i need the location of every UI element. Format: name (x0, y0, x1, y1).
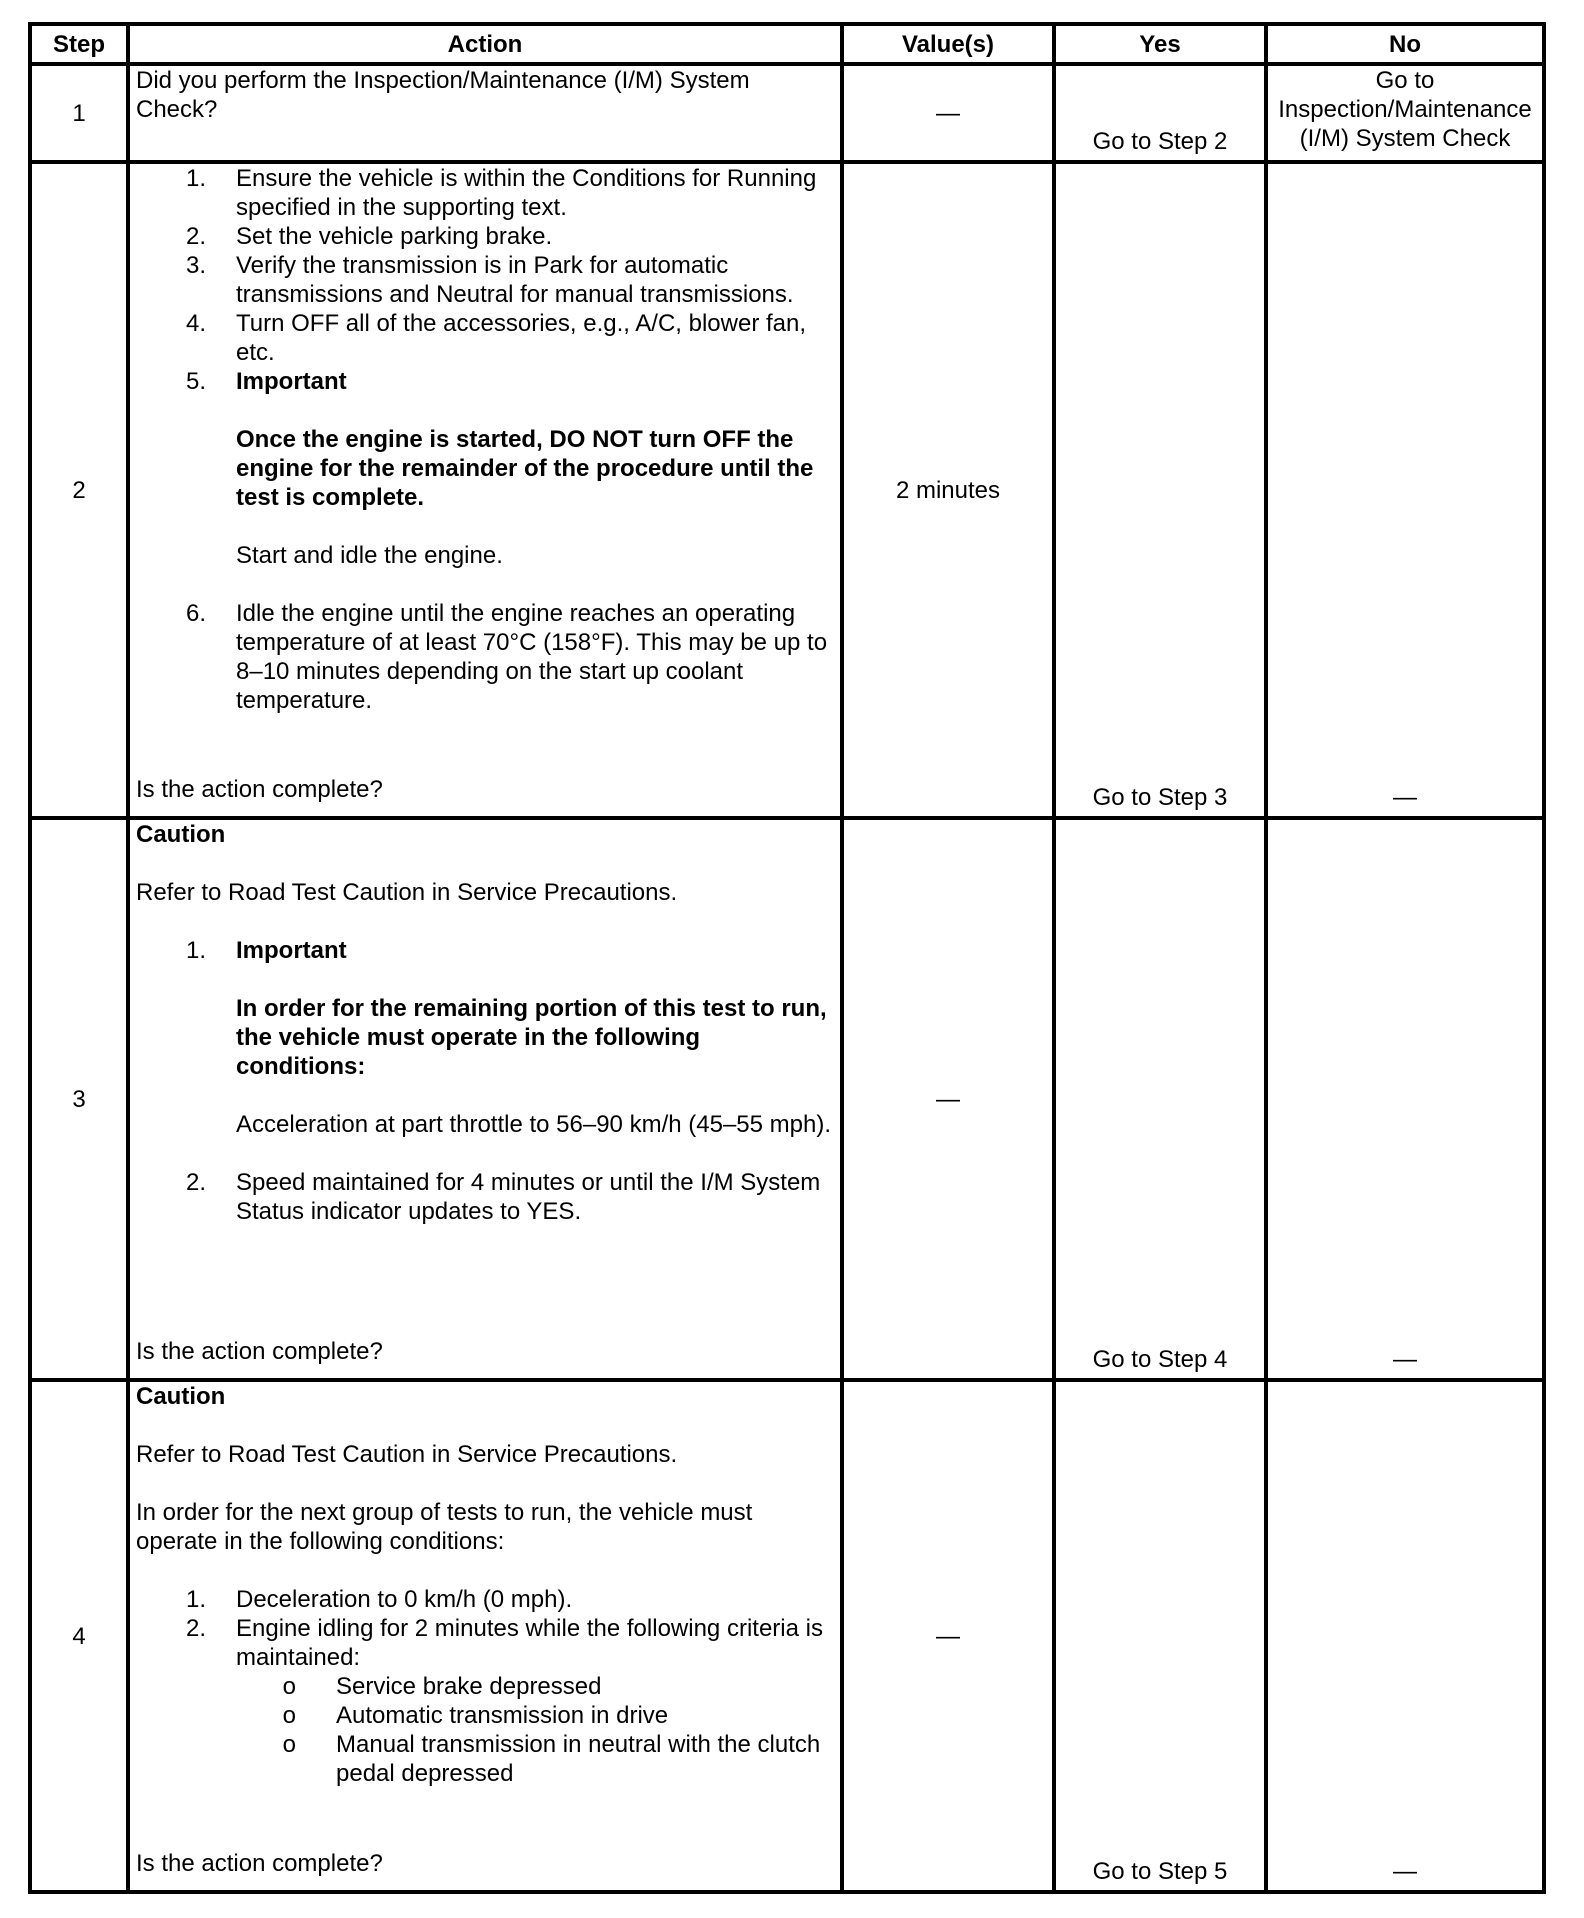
list-item: 2. Speed maintained for 4 minutes or until the I/M System Status indicator updates to YES. (185, 1169, 821, 1225)
important-note: Once the engine is started, DO NOT turn OFF the engine for the remainder of the procedure until the test is complete. (236, 426, 814, 511)
list-item: 1. Deceleration to 0 km/h (0 mph). (185, 1586, 573, 1613)
value-cell: — (842, 64, 1054, 162)
caution-text: Refer to Road Test Caution in Service Precautions. (136, 1441, 678, 1468)
diagnostic-table (28, 22, 1546, 1894)
action-cell (128, 1380, 842, 1892)
no-cell: — (1266, 162, 1544, 818)
list-item: 6. Idle the engine until the engine reaches an operating temperature of at least 70°C (158°F). This may be up to 8–10 minutes depending on the start up coolant temperature. (185, 600, 828, 714)
list-item: 5. Important (185, 368, 347, 395)
action-question: Is the action complete? (136, 1850, 383, 1877)
header-yes: Yes (1054, 24, 1266, 64)
value-cell: 2 minutes (842, 162, 1054, 818)
no-cell: — (1266, 818, 1544, 1380)
table-row (30, 818, 1544, 1380)
value-cell: — (842, 818, 1054, 1380)
bullet-icon: o (282, 1731, 296, 1758)
no-cell: — (1266, 1380, 1544, 1892)
list-item: 1. Ensure the vehicle is within the Conditions for Running specified in the supporting text. (185, 165, 817, 221)
bullet-icon: o (282, 1673, 296, 1700)
step-text: Acceleration at part throttle to 56–90 km/h (45–55 mph). (236, 1111, 831, 1138)
header-no: No (1266, 24, 1544, 64)
list-item: 2. Engine idling for 2 minutes while the following criteria is maintained: (185, 1615, 823, 1671)
caution-text: Refer to Road Test Caution in Service Precautions. (136, 879, 678, 906)
table-row (30, 1380, 1544, 1892)
header-action: Action (128, 24, 842, 64)
step-number: 1 (30, 64, 128, 162)
step-text: Start and idle the engine. (236, 542, 503, 569)
yes-cell: Go to Step 3 (1054, 162, 1266, 818)
action-cell (128, 162, 842, 818)
caution-heading: Caution (136, 1383, 226, 1410)
caution-heading: Caution (136, 821, 226, 848)
no-cell: Go to Inspection/Maintenance (I/M) System Check (1266, 64, 1544, 162)
sub-list-item: o Service brake depressed (136, 1672, 834, 1701)
action-question: Did you perform the Inspection/Maintenance (I/M) System Check? (136, 67, 750, 123)
list-item: 4. Turn OFF all of the accessories, e.g., A/C, blower fan, etc. (185, 310, 807, 366)
step-number: 3 (30, 818, 128, 1380)
table-row (30, 162, 1544, 818)
action-cell (128, 64, 842, 162)
important-note: In order for the remaining portion of this test to run, the vehicle must operate in the following conditions: (236, 995, 827, 1080)
yes-cell: Go to Step 5 (1054, 1380, 1266, 1892)
action-question: Is the action complete? (136, 776, 383, 803)
header-row (30, 24, 1544, 64)
header-step: Step (30, 24, 128, 64)
table-row (30, 64, 1544, 162)
yes-cell: Go to Step 2 (1054, 64, 1266, 162)
yes-cell: Go to Step 4 (1054, 818, 1266, 1380)
value-cell: — (842, 1380, 1054, 1892)
sub-list-item: o Manual transmission in neutral with the clutch pedal depressed (136, 1730, 834, 1788)
action-question: Is the action complete? (136, 1338, 383, 1365)
step-number: 2 (30, 162, 128, 818)
step-number: 4 (30, 1380, 128, 1892)
list-item: 1. Important (185, 937, 347, 964)
sub-list-item: o Automatic transmission in drive (136, 1701, 834, 1730)
intro-text: In order for the next group of tests to run, the vehicle must operate in the following conditions: (136, 1499, 753, 1555)
action-cell (128, 818, 842, 1380)
bullet-icon: o (282, 1702, 296, 1729)
header-values: Value(s) (842, 24, 1054, 64)
list-item: 2. Set the vehicle parking brake. (185, 223, 553, 250)
list-item: 3. Verify the transmission is in Park for automatic transmissions and Neutral for manual transmissions. (185, 252, 794, 308)
